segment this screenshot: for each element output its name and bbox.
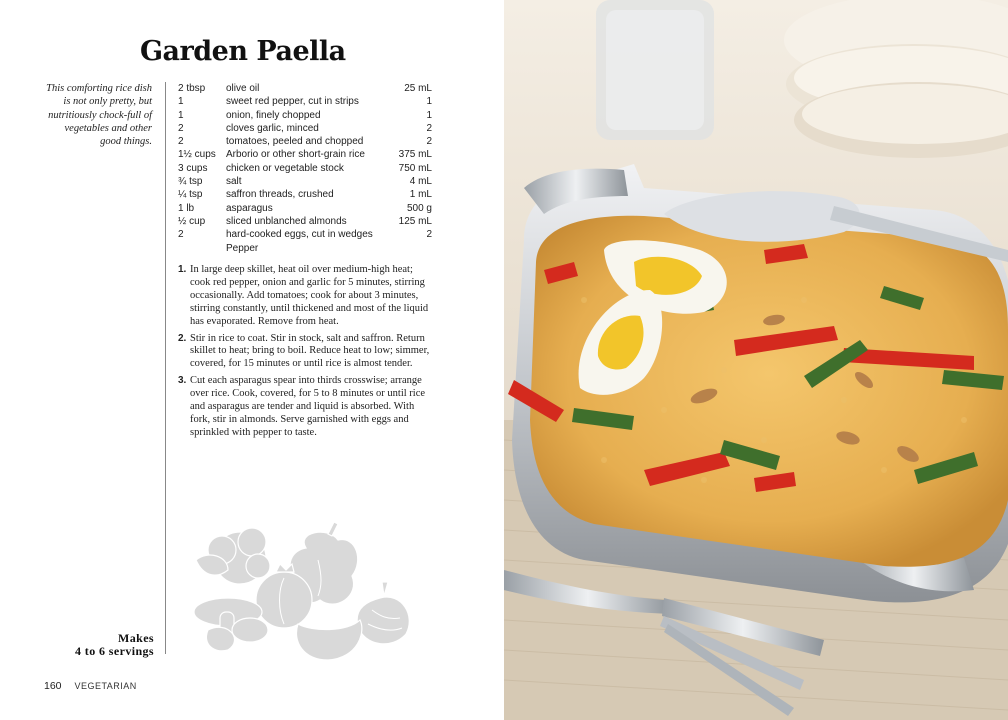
- method-step: [178, 375, 432, 440]
- ingredient-metric: 4 mL: [409, 176, 432, 188]
- ingredient-list: [178, 82, 432, 255]
- method-step: [178, 264, 432, 329]
- ingredient-quantity: 2 tbsp: [178, 83, 206, 94]
- vegetable-illustration: [188, 520, 424, 670]
- ingredient-quantity: 2: [178, 136, 184, 148]
- ingredient-row: [178, 162, 432, 175]
- ingredient-name: hard-cooked eggs, cut in wedges: [226, 229, 373, 241]
- page-footer: [44, 680, 137, 692]
- ingredient-row: [178, 202, 432, 215]
- ingredient-quantity: ¾ tsp: [178, 176, 203, 188]
- ingredient-name: chicken or vegetable stock: [226, 162, 344, 174]
- ingredient-name: saffron threads, crushed: [226, 189, 334, 201]
- ingredient-quantity: 1 lb: [178, 202, 195, 214]
- ingredient-row: [178, 95, 432, 108]
- ingredient-name: tomatoes, peeled and chopped: [226, 136, 364, 148]
- ingredient-row: [178, 175, 432, 188]
- ingredient-metric: 750 mL: [398, 162, 432, 174]
- ingredient-name: sliced unblanched almonds: [226, 215, 347, 227]
- ingredient-name: onion, finely chopped: [226, 109, 321, 121]
- ingredient-quantity: ¼ tsp: [178, 189, 203, 201]
- ingredient-metric: [386, 242, 432, 255]
- ingredient-name: sweet red pepper, cut in strips: [226, 96, 359, 108]
- recipe-title: Garden Paella: [140, 36, 346, 67]
- ingredient-row: [178, 109, 432, 122]
- step-number: 2.: [178, 332, 187, 344]
- page-number: 160: [44, 680, 62, 692]
- section-name: VEGETARIAN: [74, 681, 137, 691]
- ingredient-quantity: 1: [178, 109, 184, 121]
- paella-photo: [504, 0, 1008, 720]
- ingredient-metric: 1 mL: [409, 189, 432, 201]
- method-steps: [178, 264, 432, 444]
- ingredient-metric: 1: [426, 96, 432, 108]
- ingredient-metric: 1: [426, 109, 432, 121]
- ingredient-quantity: [178, 242, 226, 255]
- step-text: In large deep skillet, heat oil over medium-high heat; cook red pepper, onion and garlic for 5 minutes, stirring occasionally. Add tomatoes; cook for about 3 minutes, stirring constantly, until thickened and most of the liquid has evaporated. Remove from heat.: [190, 264, 429, 327]
- ingredient-metric: 2: [426, 229, 432, 241]
- yield-label: Makes: [118, 631, 154, 645]
- ingredient-name: Arborio or other short-grain rice: [226, 149, 365, 161]
- ingredient-row: [178, 135, 432, 148]
- recipe-intro: This comforting rice dish is not only pretty, but nutritiously chock-full of vegetables and other good things.: [46, 83, 152, 148]
- ingredient-metric: 2: [426, 136, 432, 148]
- ingredient-metric: 500 g: [406, 202, 432, 214]
- yield-amount: 4 to 6 servings: [75, 644, 154, 658]
- ingredient-row: [178, 242, 432, 255]
- ingredient-metric: 125 mL: [398, 215, 432, 227]
- ingredient-quantity: ½ cup: [178, 215, 206, 227]
- ingredient-quantity: 3 cups: [178, 162, 208, 174]
- ingredient-name: salt: [226, 176, 242, 188]
- ingredient-row: [178, 148, 432, 161]
- ingredient-quantity: 2: [178, 229, 184, 241]
- ingredient-row: [178, 122, 432, 135]
- ingredient-name: asparagus: [226, 202, 273, 214]
- step-number: 1.: [178, 264, 187, 275]
- method-step: [178, 333, 432, 372]
- step-text: Cut each asparagus spear into thirds crosswise; arrange over rice. Cook, covered, for 5 to 8 minutes or until rice and asparagus are tender and liquid is absorbed. With fork, stir in almonds. Serve garnished with eggs and sprinkled with pepper to taste.: [190, 375, 426, 438]
- ingredient-metric: 2: [426, 122, 432, 134]
- ingredient-quantity: 1: [178, 96, 184, 108]
- ingredient-name: Pepper: [226, 242, 259, 254]
- ingredient-row: [178, 82, 432, 95]
- ingredient-metric: 375 mL: [398, 149, 432, 161]
- ingredient-row: [178, 215, 432, 228]
- ingredient-row: [178, 188, 432, 201]
- ingredient-row: [178, 228, 432, 241]
- ingredient-metric: 25 mL: [404, 83, 432, 94]
- ingredient-quantity: 2: [178, 122, 184, 134]
- ingredient-name: olive oil: [226, 83, 260, 94]
- step-number: 3.: [178, 375, 187, 387]
- ingredient-name: cloves garlic, minced: [226, 122, 319, 134]
- ingredient-quantity: 1½ cups: [178, 149, 216, 161]
- column-divider: [165, 82, 166, 654]
- step-text: Stir in rice to coat. Stir in stock, salt and saffron. Return skillet to heat; bring to boil. Reduce heat to low; simmer, covered, for 15 minutes or until rice is almost tender.: [190, 332, 430, 370]
- yield-servings: [40, 632, 154, 658]
